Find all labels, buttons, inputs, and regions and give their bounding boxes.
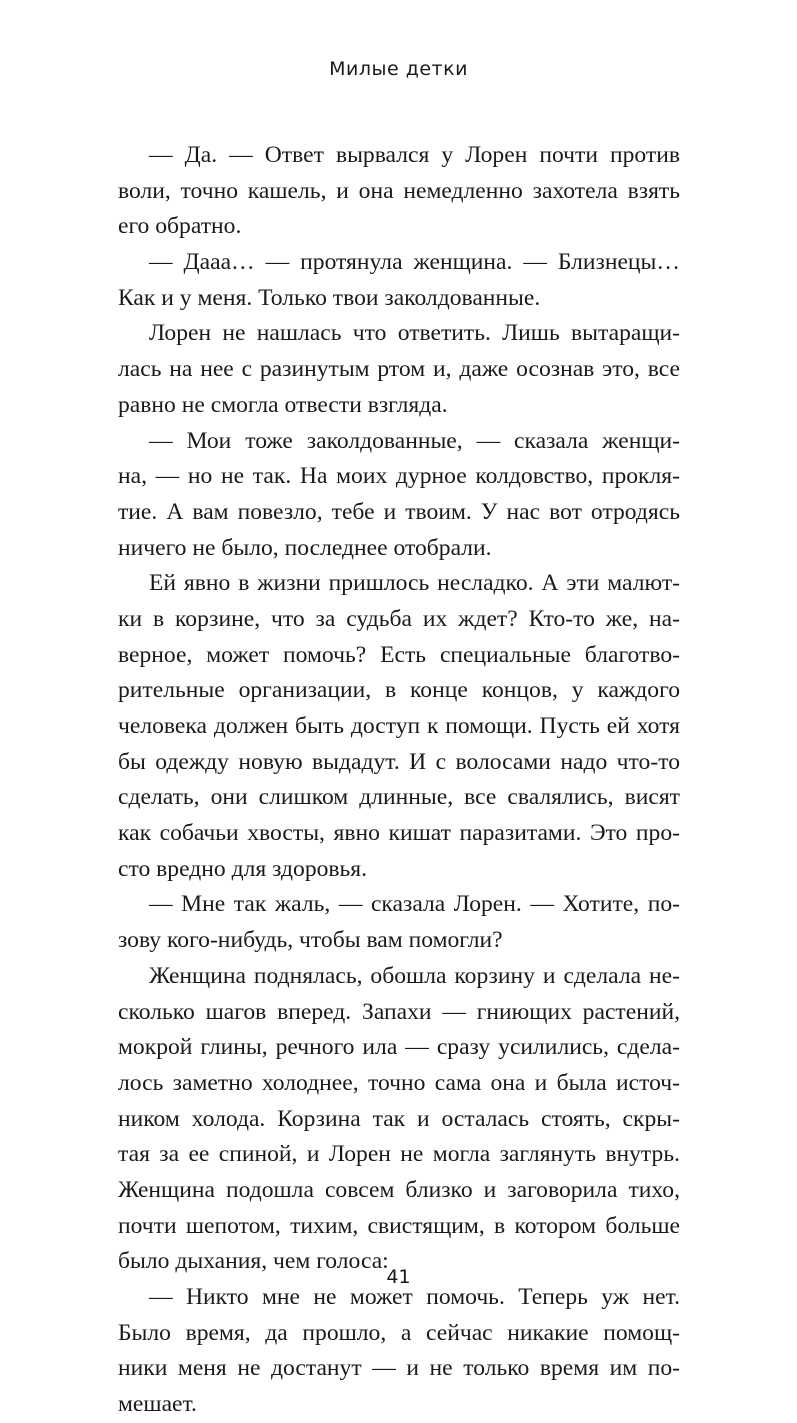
text-line: Женщина поднялась, обошла корзину и сделала не- (149, 962, 680, 989)
text-line: ки в корзине, что за судьба их ждет? Кто-то же, на- (118, 605, 680, 632)
text-line: Было время, да прошло, а сейчас никакие помощ- (118, 1319, 680, 1346)
text-line: на, — но не так. На моих дурное колдовство, прокля- (118, 463, 680, 490)
text-line: ники меня не достанут — и не только время им по- (118, 1355, 680, 1382)
text-line: как собачьи хвосты, явно кишат паразитами. Это про- (118, 820, 680, 847)
text-line: его обратно. (118, 213, 242, 240)
text-line: человека должен быть доступ к помощи. Пусть ей хотя (118, 713, 680, 739)
text-line: — Мне так жаль, — сказала Лорен. — Хотите, по- (149, 891, 680, 918)
text-line: сколько шагов вперед. Запахи — гниющих растений, (118, 998, 680, 1025)
paragraph (118, 959, 680, 1280)
paragraph (118, 1280, 680, 1423)
text-line: тие. А вам повезло, тебе и твоим. У нас вот отродясь (118, 498, 680, 525)
text-line: зову кого-нибудь, чтобы вам помогли? (118, 927, 503, 954)
text-line: Ей явно в жизни пришлось несладко. А эти малют- (149, 570, 680, 597)
paragraph (118, 316, 680, 423)
text-line: — Дааа… — протянула женщина. — Близнецы… (149, 249, 680, 276)
text-line: — Да. — Ответ вырвался у Лорен почти против (149, 142, 680, 168)
text-line: Лорен не нашлась что ответить. Лишь вытаращи- (149, 320, 680, 347)
text-line: — Никто мне не может помочь. Теперь уж нет. (149, 1284, 680, 1310)
text-line: рительные организации, в конце концов, у каждого (118, 677, 680, 704)
text-line: Женщина подошла совсем близко и заговорила тихо, (118, 1176, 680, 1203)
paragraph (118, 138, 680, 245)
text-line: почти шепотом, тихим, свистящим, в котором больше (118, 1212, 680, 1239)
text-line: сто вредно для здоровья. (118, 855, 368, 882)
page-number: 41 (386, 1266, 411, 1288)
text-line: — Мои тоже заколдованные, — сказала женщи- (149, 427, 680, 454)
paragraph (118, 245, 680, 316)
text-line: сделать, они слишком длинные, все свалялись, висят (118, 784, 680, 811)
text-line: лась на нее с разинутым ртом и, даже осознав это, все (118, 356, 680, 383)
text-line: верное, может помочь? Есть специальные благотво- (118, 641, 680, 668)
text-line: Как и у меня. Только твои заколдованные. (118, 284, 541, 311)
text-line: ником холода. Корзина так и осталась стоять, скры- (118, 1105, 680, 1132)
text-line: мокрой глины, речного ила — сразу усилились, сдела- (118, 1034, 680, 1061)
paragraph (118, 887, 680, 958)
text-line: равно не смогла отвести взгляда. (118, 391, 448, 418)
paragraph (118, 424, 680, 567)
text-line: лось заметно холоднее, точно сама она и была источ- (118, 1069, 680, 1096)
text-line: было дыхания, чем голоса: (118, 1248, 389, 1275)
body-text (118, 138, 680, 1423)
running-title: Милые детки (329, 58, 468, 80)
paragraph (118, 566, 680, 887)
text-line: тая за ее спиной, и Лорен не могла заглянуть внутрь. (118, 1141, 680, 1168)
text-line: бы одежду новую выдадут. И с волосами надо что-то (118, 748, 680, 775)
text-line: ничего не было, последнее отобрали. (118, 534, 492, 561)
text-line: воли, точно кашель, и она немедленно захотела взять (118, 177, 680, 204)
text-line: мешает. (118, 1391, 197, 1418)
